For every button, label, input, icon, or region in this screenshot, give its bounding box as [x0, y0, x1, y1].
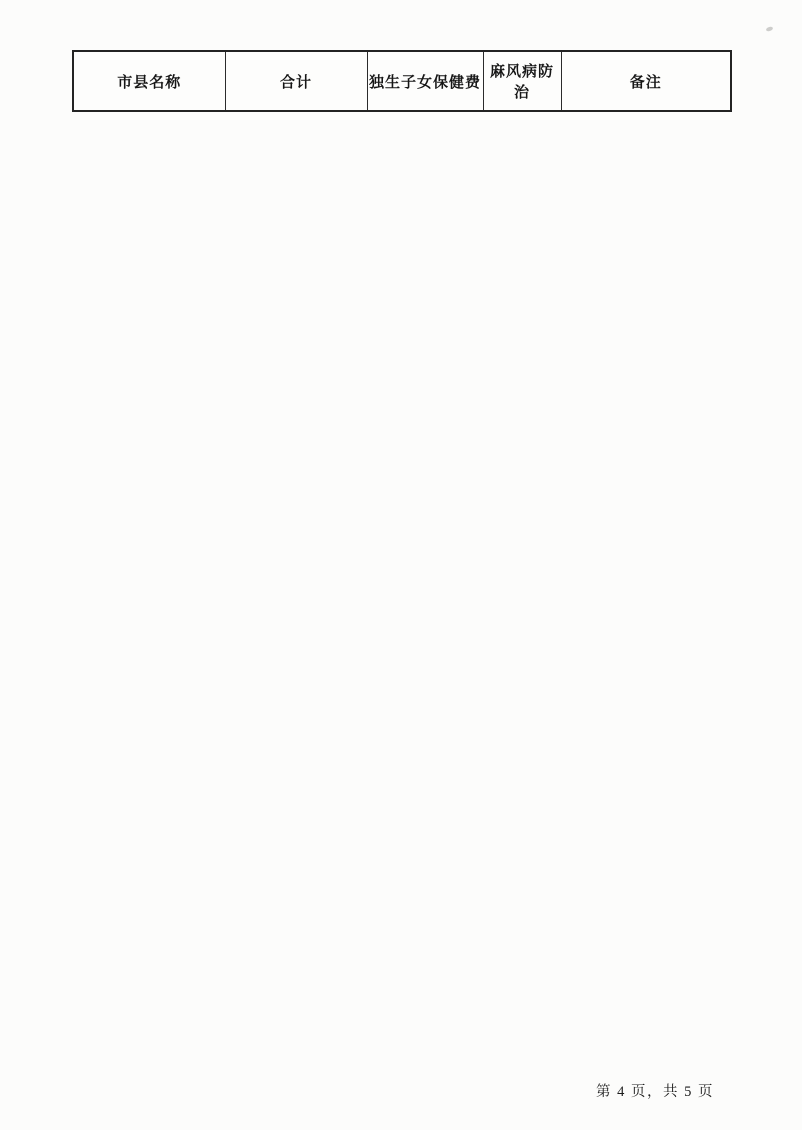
- header-cell-total: 合计: [225, 51, 367, 111]
- header-cell-name: 市县名称: [73, 51, 225, 111]
- scan-speck: [766, 26, 774, 32]
- header-cell-note: 备注: [561, 51, 731, 111]
- table-header: [72, 50, 732, 112]
- header-cell-fee: 独生子女保健费: [367, 51, 483, 111]
- page-number: 第 4 页，共 5 页: [596, 1084, 714, 1100]
- table-sheet: [72, 50, 730, 119]
- header-cell-leprosy: 麻风病防治: [483, 51, 561, 111]
- header-row: [73, 51, 731, 111]
